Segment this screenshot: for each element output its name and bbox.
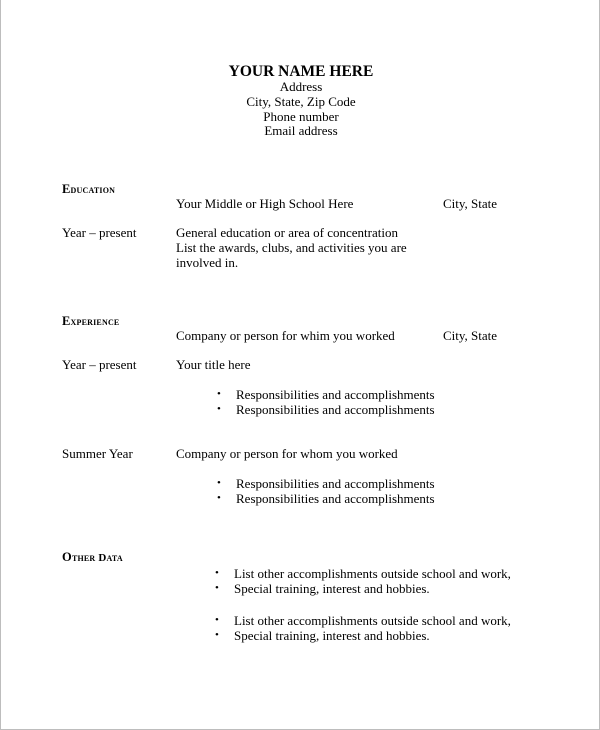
address-line: Address (279, 79, 323, 94)
phone-line: Phone number (263, 109, 339, 124)
bullet-glyph: • (217, 492, 221, 504)
job-title: Your title here (176, 357, 251, 372)
other-item: List other accomplishments outside school and work, (234, 566, 511, 581)
job-bullet-item: Responsibilities and accomplishments (236, 402, 435, 417)
job-company: Company or person for whom you worked (176, 446, 398, 461)
job-bullet-item: Responsibilities and accomplishments (236, 387, 435, 402)
experience-heading: Experience (62, 314, 120, 328)
education-years: Year – present (62, 225, 137, 240)
bullet-glyph: • (215, 582, 219, 594)
email-line: Email address (264, 123, 338, 138)
education-line: General education or area of concentration (176, 225, 398, 240)
school-name: Your Middle or High School Here (176, 196, 354, 211)
job-years: Year – present (62, 357, 137, 372)
other-item: Special training, interest and hobbies. (234, 628, 430, 643)
bullet-glyph: • (215, 629, 219, 641)
education-heading: Education (62, 182, 116, 196)
job-bullet-item: Responsibilities and accomplishments (236, 476, 435, 491)
bullet-glyph: • (217, 403, 221, 415)
other-item: List other accomplishments outside school and work, (234, 613, 511, 628)
resume-name: YOUR NAME HERE (228, 63, 374, 80)
bullet-glyph: • (215, 614, 219, 626)
bullet-glyph: • (217, 388, 221, 400)
education-line: List the awards, clubs, and activities you are (176, 240, 407, 255)
job-bullet-item: Responsibilities and accomplishments (236, 491, 435, 506)
education-line: involved in. (176, 255, 239, 270)
city-state-zip-line: City, State, Zip Code (246, 94, 356, 109)
bullet-glyph: • (215, 567, 219, 579)
other-item: Special training, interest and hobbies. (234, 581, 430, 596)
other-data-heading: Other Data (62, 550, 123, 564)
job-company: Company or person for whim you worked (176, 328, 395, 343)
bullet-glyph: • (217, 477, 221, 489)
job-location: City, State (443, 328, 498, 343)
school-location: City, State (443, 196, 498, 211)
job-years: Summer Year (62, 446, 133, 461)
